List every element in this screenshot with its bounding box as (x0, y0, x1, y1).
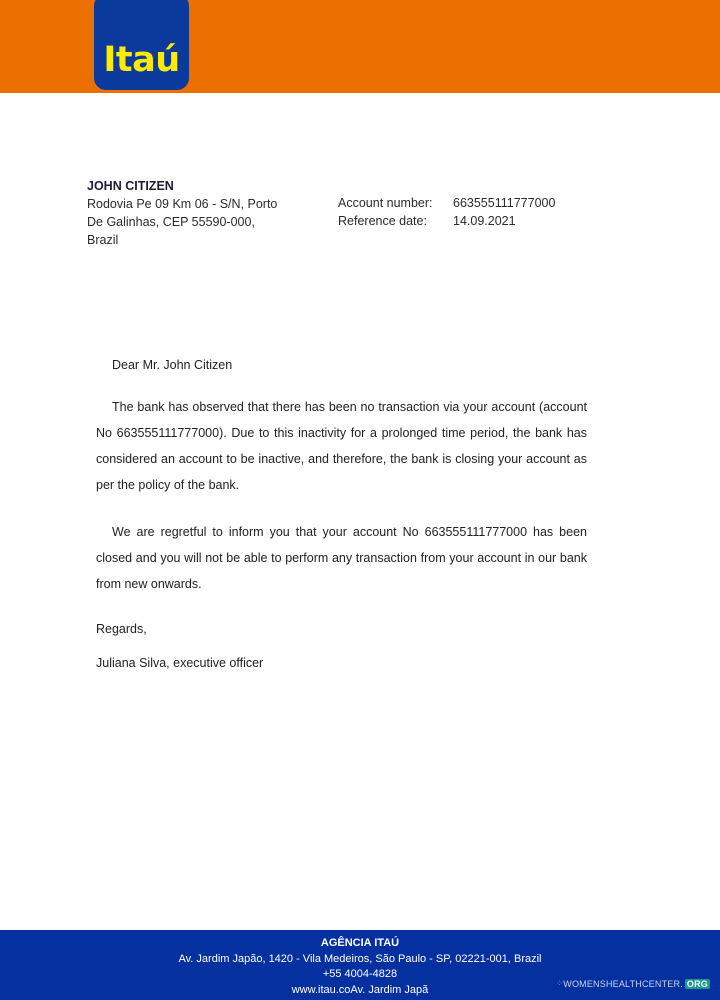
reference-date-value: 14.09.2021 (453, 214, 516, 228)
watermark-text: WOMENSHEALTHCENTER. (563, 978, 683, 989)
footer (0, 930, 720, 1000)
signature: Juliana Silva, executive officer (96, 656, 264, 670)
footer-address: Av. Jardim Japão, 1420 - Vila Medeiros, São Paulo - SP, 02221-001, Brazil (178, 952, 542, 965)
address-line: De Galinhas, CEP 55590-000, (87, 215, 255, 229)
header-band (0, 0, 720, 93)
recipient-name: JOHN CITIZEN (87, 179, 174, 193)
itau-logo (94, 0, 189, 90)
recipient-address-block (87, 177, 317, 249)
account-number-row (338, 194, 555, 212)
salutation: Dear Mr. John Citizen (112, 358, 233, 372)
watermark (556, 978, 710, 989)
reference-date-label: Reference date: (338, 214, 427, 228)
letter-body (96, 354, 587, 674)
account-number-value: 663555111777000 (453, 196, 556, 210)
dots-icon: ⁘ (555, 978, 562, 988)
reference-date-row (338, 212, 555, 230)
address-line: Rodovia Pe 09 Km 06 - S/N, Porto (87, 197, 278, 211)
watermark-badge: ORG (686, 978, 708, 989)
footer-website[interactable]: www.itau.coAv. Jardim Japã (291, 983, 429, 996)
account-number-label: Account number: (338, 196, 433, 210)
footer-agency: AGÊNCIA ITAÚ (320, 937, 400, 949)
paragraph-1: The bank has observed that there has been no transaction via your account (account No 663555111777000). Due to this inactivity for a prolonged time period, the bank has considered an account to be inactive, and therefore, the bank is closing your account as per the policy of the bank. (96, 400, 587, 492)
closing: Regards, (96, 622, 147, 636)
address-line: Brazil (87, 233, 119, 247)
account-info-block (338, 194, 555, 230)
paragraph-2: We are regretful to inform you that your account No 663555111777000 has been closed and you will not be able to perform any transaction from your account in our bank from new onwards. (96, 525, 587, 591)
footer-phone: +55 4004-4828 (322, 968, 398, 980)
logo-text: Itaú (103, 40, 180, 80)
